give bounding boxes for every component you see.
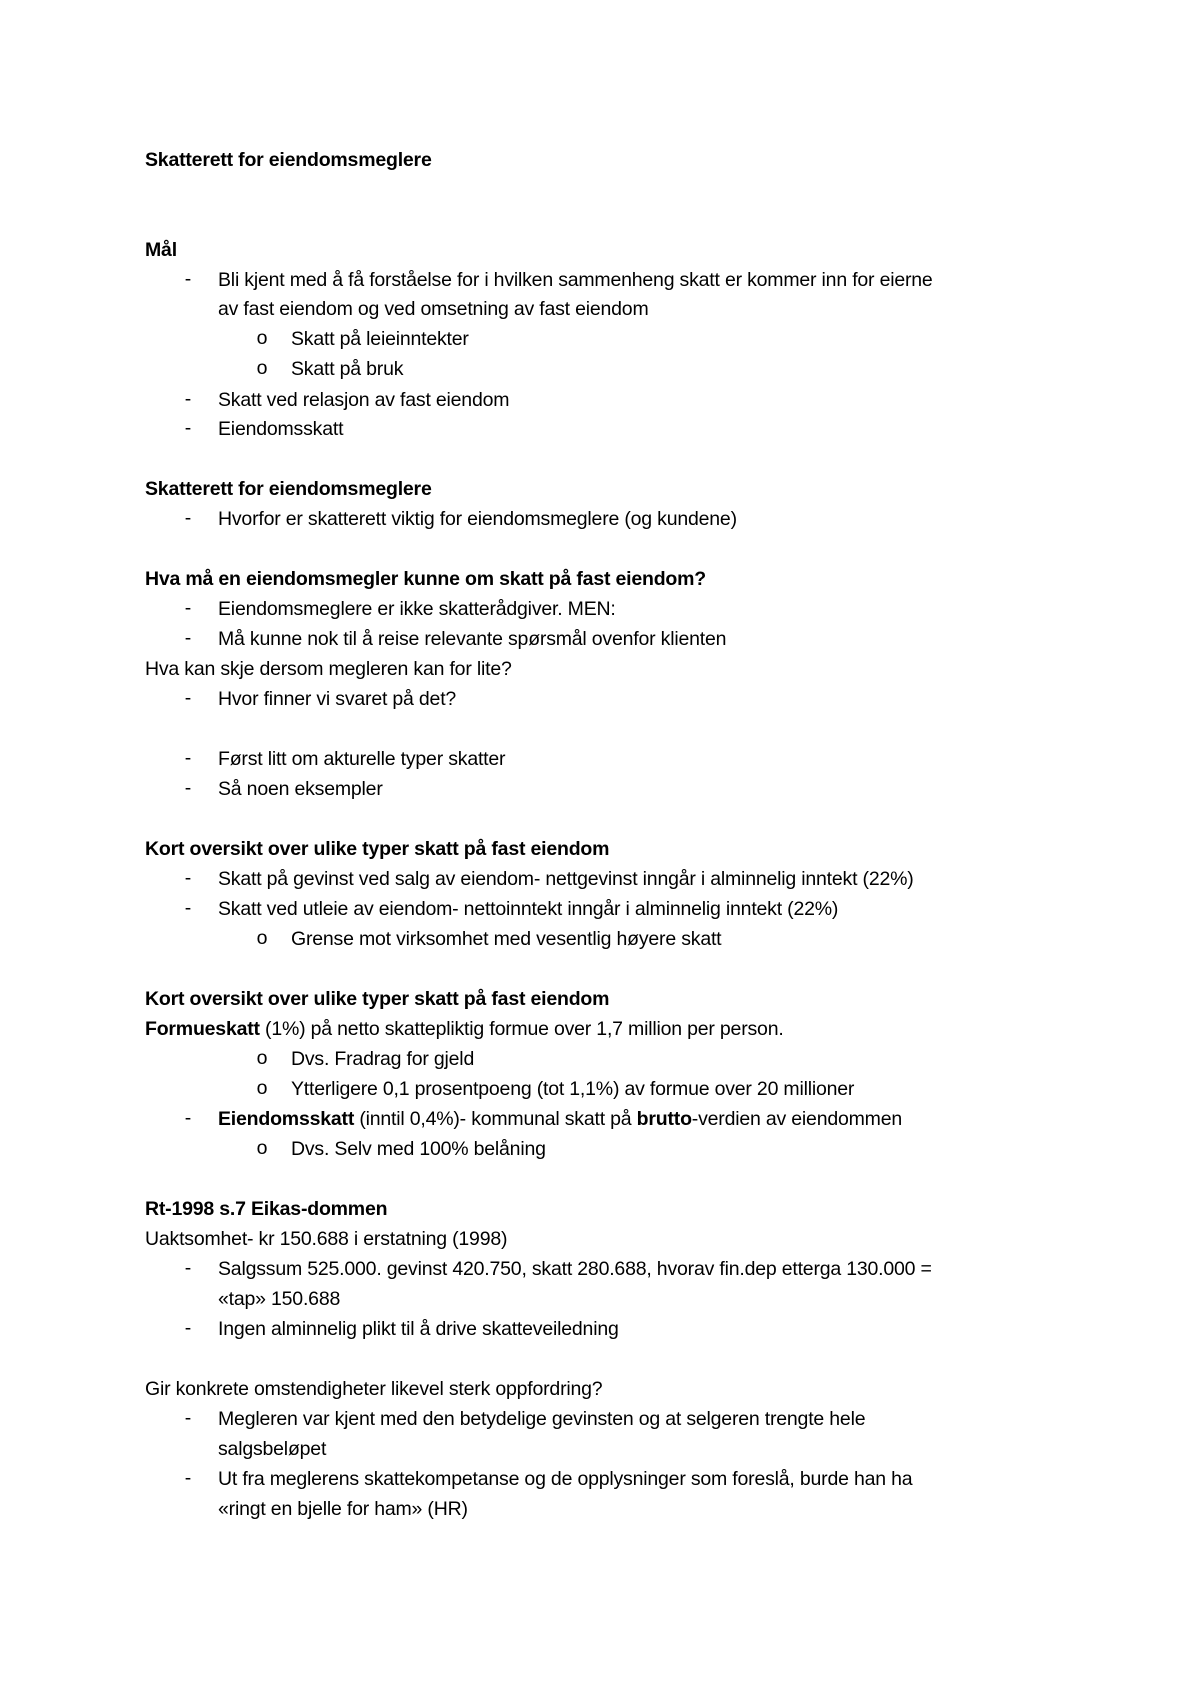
section-heading-kort-oversikt-2: Kort oversikt over ulike typer skatt på fast eiendom [145,988,610,1010]
list-circle: o [256,357,268,379]
list-item: Ingen alminnelig plikt til å drive skatteveiledning [218,1318,619,1340]
brutto-term: brutto [636,1108,692,1130]
list-item: Eiendomsmeglere er ikke skatterådgiver. MEN: [218,598,616,620]
list-item: Megleren var kjent med den betydelige gevinsten og at selgeren trengte hele [218,1408,866,1430]
list-item-continuation: av fast eiendom og ved omsetning av fast eiendom [218,298,649,320]
section-heading-hva: Hva må en eiendomsmegler kunne om skatt på fast eiendom? [145,568,706,590]
list-dash: - [184,627,192,649]
list-dash: - [184,777,192,799]
list-item-continuation: «tap» 150.688 [218,1288,341,1310]
list-dash: - [184,1107,192,1129]
list-circle: o [256,1077,268,1099]
eiendomsskatt-line [218,1107,902,1131]
sub-list-item: Grense mot virksomhet med vesentlig høyere skatt [291,928,722,950]
list-dash: - [184,1407,192,1429]
sub-list-item: Dvs. Selv med 100% belåning [291,1138,546,1160]
list-dash: - [184,417,192,439]
list-dash: - [184,597,192,619]
list-item: Eiendomsskatt [218,418,344,440]
list-item: Først litt om akturelle typer skatter [218,748,506,770]
list-dash: - [184,747,192,769]
question-line: Gir konkrete omstendigheter likevel sterk oppfordring? [145,1378,603,1400]
list-dash: - [184,897,192,919]
question-line: Hva kan skje dersom megleren kan for lite? [145,658,512,680]
list-item-continuation: «ringt en bjelle for ham» (HR) [218,1498,468,1520]
list-dash: - [184,867,192,889]
list-dash: - [184,388,192,410]
sub-list-item: Skatt på leieinntekter [291,328,469,350]
document-title: Skatterett for eiendomsmeglere [145,149,432,171]
formueskatt-text: (1%) på netto skattepliktig formue over 1,7 million per person. [259,1018,784,1040]
text-line: Uaktsomhet- kr 150.688 i erstatning (1998) [145,1228,508,1250]
list-circle: o [256,1047,268,1069]
list-dash: - [184,507,192,529]
eiendomsskatt-term: Eiendomsskatt [218,1108,355,1130]
list-dash: - [184,268,192,290]
list-item: Må kunne nok til å reise relevante spørsmål ovenfor klienten [218,628,727,650]
eiendomsskatt-text-end: -verdien av eiendommen [691,1108,903,1130]
list-item: Skatt ved utleie av eiendom- nettoinntekt inngår i alminnelig inntekt (22%) [218,898,839,920]
list-circle: o [256,1137,268,1159]
section-heading-rt-1998: Rt-1998 s.7 Eikas-dommen [145,1198,388,1220]
list-dash: - [184,1257,192,1279]
list-dash: - [184,687,192,709]
list-item: Skatt ved relasjon av fast eiendom [218,389,510,411]
formueskatt-term: Formueskatt [145,1018,260,1040]
list-item: Salgssum 525.000. gevinst 420.750, skatt 280.688, hvorav fin.dep etterga 130.000 = [218,1258,932,1280]
list-dash: - [184,1317,192,1339]
list-item: Skatt på gevinst ved salg av eiendom- nettgevinst inngår i alminnelig inntekt (22%) [218,868,914,890]
sub-list-item: Dvs. Fradrag for gjeld [291,1048,475,1070]
list-item: Hvorfor er skatterett viktig for eiendomsmeglere (og kundene) [218,508,737,530]
section-heading-kort-oversikt: Kort oversikt over ulike typer skatt på fast eiendom [145,838,610,860]
eiendomsskatt-text: (inntil 0,4%)- kommunal skatt på [354,1108,637,1130]
formueskatt-line [145,1017,784,1041]
sub-list-item: Skatt på bruk [291,358,404,380]
list-item: Så noen eksempler [218,778,383,800]
list-item: Hvor finner vi svaret på det? [218,688,457,710]
list-item: Ut fra meglerens skattekompetanse og de opplysninger som foreslå, burde han ha [218,1468,913,1490]
list-circle: o [256,927,268,949]
list-item-continuation: salgsbeløpet [218,1438,327,1460]
list-dash: - [184,1467,192,1489]
section-heading-skatterett: Skatterett for eiendomsmeglere [145,478,432,500]
list-item: Bli kjent med å få forståelse for i hvilken sammenheng skatt er kommer inn for eierne [218,269,933,291]
section-heading-maal: Mål [145,239,177,261]
list-circle: o [256,327,268,349]
sub-list-item: Ytterligere 0,1 prosentpoeng (tot 1,1%) av formue over 20 millioner [291,1078,855,1100]
